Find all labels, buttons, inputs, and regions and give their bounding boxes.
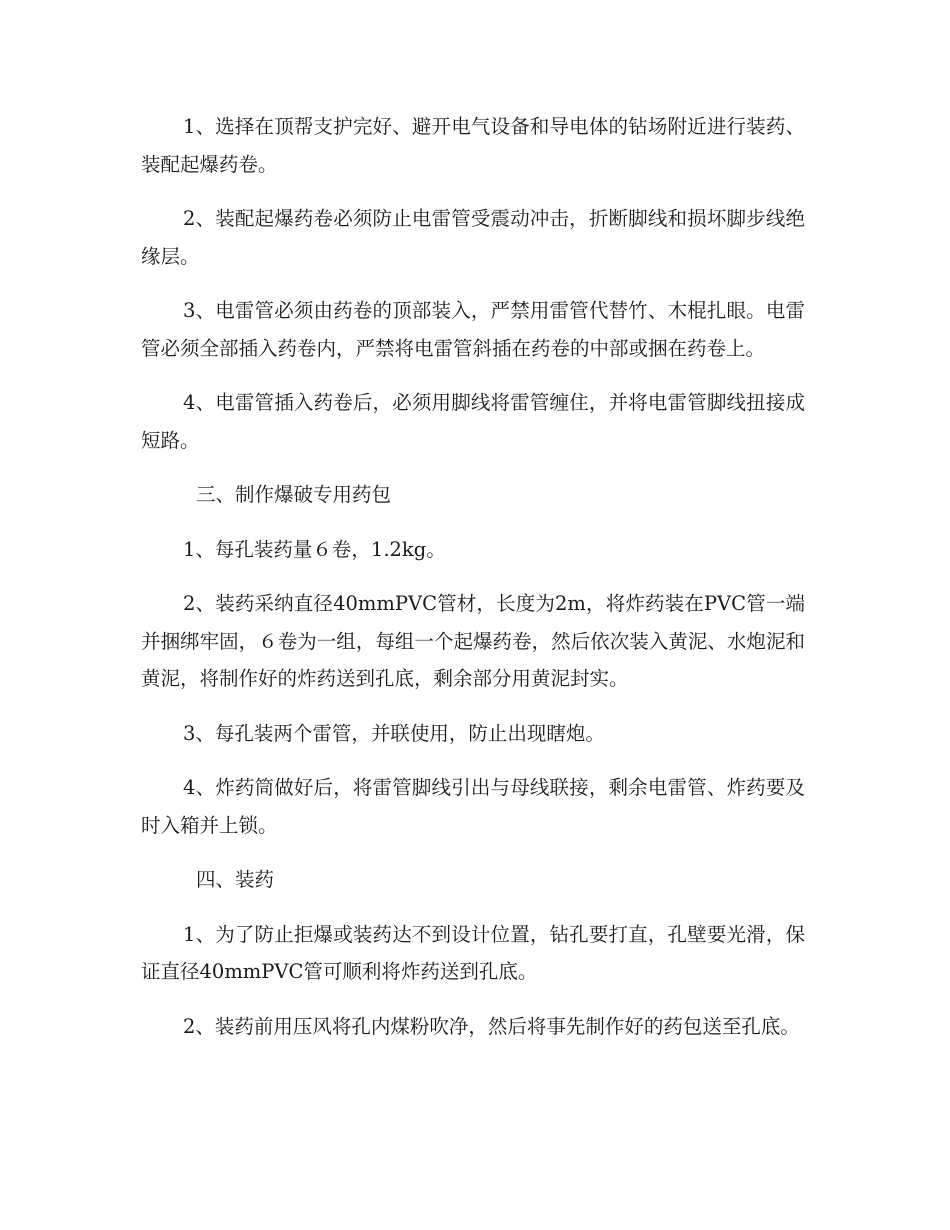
paragraph-7: 3、每孔装两个雷管，并联使用，防止出现瞎炮。 [183, 721, 605, 745]
paragraph-6: 2、装药采纳直径40mmPVC管材，长度为2m，将炸药装在PVC管一端并捆绑牢固，６卷为一组，每组一个起爆药卷，然后依次装入黄泥、水炮泥和黄泥，将制作好的炸药送到孔底，剩余部分用黄泥封实。 [141, 592, 805, 690]
paragraph-8: 4、炸药筒做好后，将雷管脚线引出与母线联接，剩余电雷管、炸药要及时入箱并上锁。 [141, 776, 805, 837]
paragraph-1: 1、选择在顶帮支护完好、避开电气设备和导电体的钻场附近进行装药、装配起爆药卷。 [141, 115, 805, 176]
paragraph-10: 2、装药前用压风将孔内煤粉吹净，然后将事先制作好的药包送至孔底。 [183, 1014, 800, 1038]
paragraph-4: 4、电雷管插入药卷后，必须用脚线将雷管缠住，并将电雷管脚线扭接成短路。 [141, 391, 805, 452]
paragraph-9: 1、为了防止拒爆或装药达不到设计位置，钻孔要打直，孔壁要光滑，保证直径40mmPVC管可顺利将炸药送到孔底。 [141, 922, 805, 983]
document-body [141, 108, 805, 1062]
paragraph-5: 1、每孔装药量６卷，1.2kg。 [183, 537, 446, 561]
paragraph-2: 2、装配起爆药卷必须防止电雷管受震动冲击，折断脚线和损坏脚步线绝缘层。 [141, 207, 805, 268]
section-heading-3: 三、制作爆破专用药包 [196, 483, 392, 506]
section-heading-4: 四、装药 [196, 868, 275, 891]
paragraph-3: 3、电雷管必须由药卷的顶部装入，严禁用雷管代替竹、木棍扎眼。电雷管必须全部插入药卷内，严禁将电雷管斜插在药卷的中部或捆在药卷上。 [141, 299, 805, 360]
